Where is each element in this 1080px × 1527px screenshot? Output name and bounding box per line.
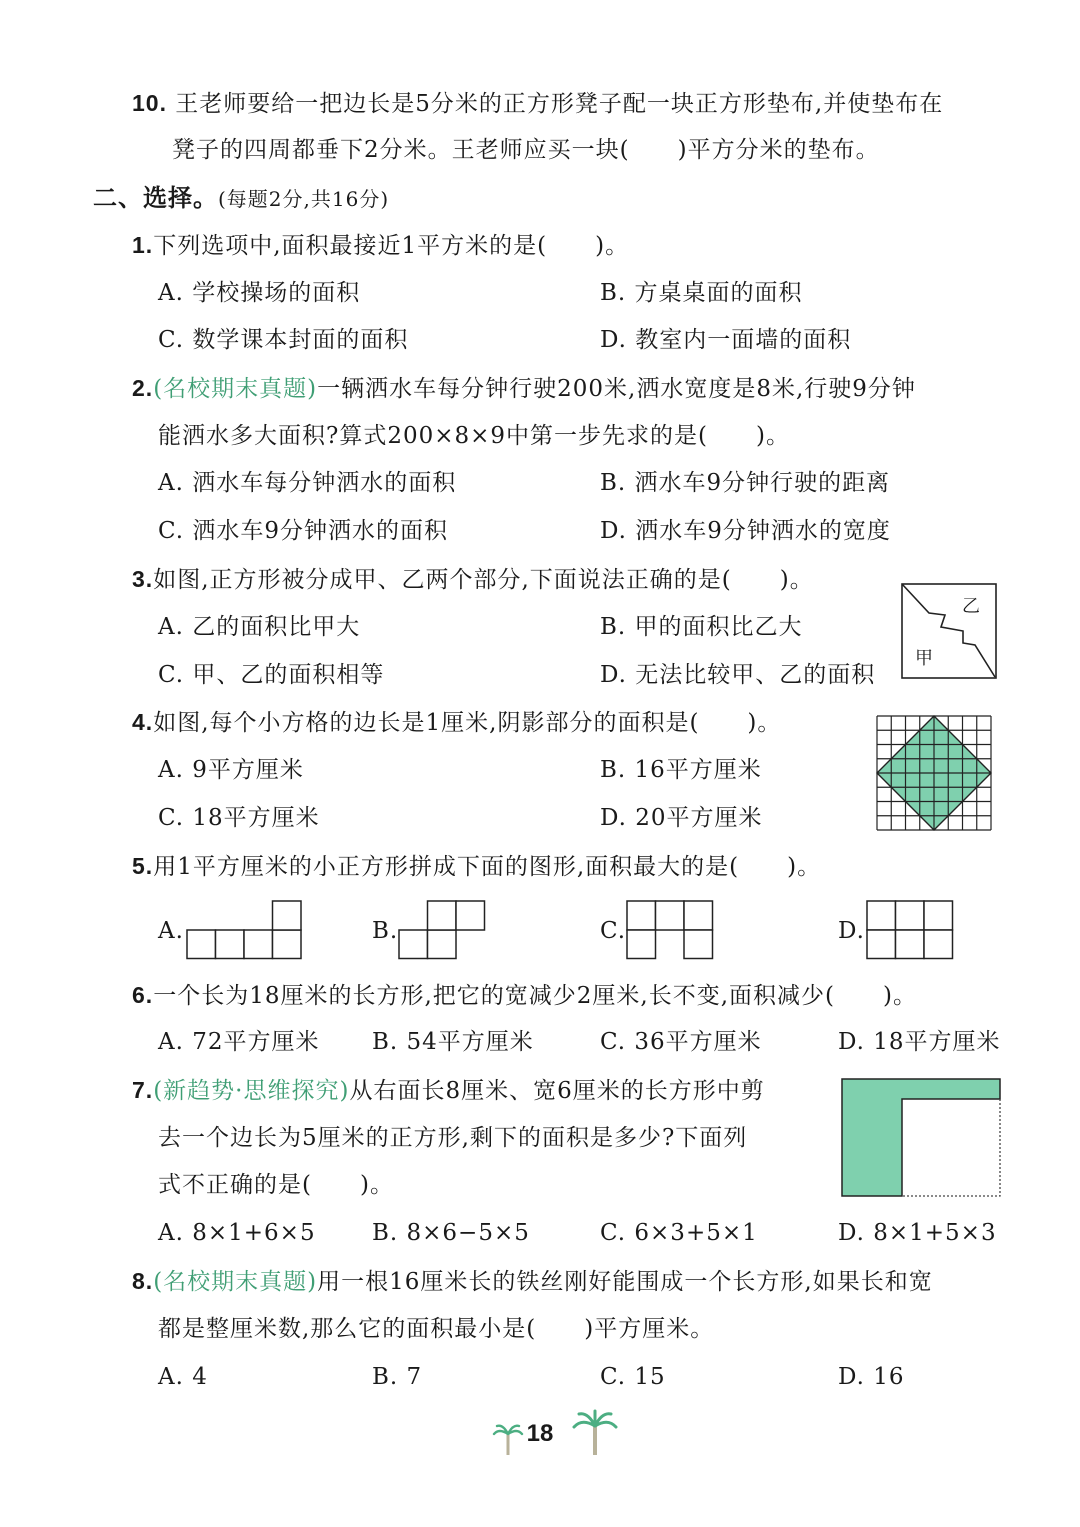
q5-option-a-shape[interactable] — [186, 900, 302, 960]
q7-stem-line2: 去一个边长为5厘米的正方形,剩下的面积是多少?下面列 — [158, 1125, 748, 1151]
q7-figure-cut-rectangle — [841, 1078, 1001, 1198]
q2-stem-line1 — [132, 373, 916, 404]
q2-tag: (名校期末真题) — [153, 376, 318, 402]
q1-stem — [132, 230, 629, 261]
q4-option-d[interactable]: D. 20平方厘米 — [600, 805, 763, 831]
q5-option-c-shape[interactable] — [626, 900, 716, 960]
q7-option-a[interactable]: A. 8×1+6×5 — [158, 1220, 316, 1246]
q2-number: 2. — [132, 375, 154, 401]
q4-option-a[interactable]: A. 9平方厘米 — [158, 757, 304, 783]
section2-title: 二、选择。 — [93, 183, 218, 212]
q8-option-a[interactable]: A. 4 — [158, 1364, 208, 1390]
q8-option-d[interactable]: D. 16 — [838, 1364, 905, 1390]
q1-option-a[interactable]: A. 学校操场的面积 — [158, 280, 361, 306]
q10-line2: 凳子的四周都垂下2分米。王老师应买一块( )平方分米的垫布。 — [172, 137, 880, 163]
section2-heading — [93, 183, 389, 214]
section2-note: (每题2分,共16分) — [218, 187, 390, 211]
q6-stem — [132, 980, 917, 1011]
q8-option-b[interactable]: B. 7 — [372, 1364, 423, 1390]
q2-option-d[interactable]: D. 洒水车9分钟洒水的宽度 — [600, 518, 891, 544]
q10-line1 — [132, 88, 943, 119]
q3-label-yi: 乙 — [962, 596, 981, 617]
q1-option-c[interactable]: C. 数学课本封面的面积 — [158, 327, 409, 353]
q8-tag: (名校期末真题) — [153, 1269, 318, 1295]
q1-option-d[interactable]: D. 教室内一面墙的面积 — [600, 327, 852, 353]
q7-stem-line3: 式不正确的是( )。 — [158, 1172, 394, 1198]
q4-stem — [132, 707, 781, 738]
q5-option-b-shape[interactable] — [398, 900, 488, 960]
q6-option-b[interactable]: B. 54平方厘米 — [372, 1029, 534, 1055]
q5-text: 用1平方厘米的小正方形拼成下面的图形,面积最大的是( )。 — [153, 854, 822, 880]
q7-option-c[interactable]: C. 6×3+5×1 — [600, 1220, 758, 1246]
q3-label-jia: 甲 — [915, 648, 934, 669]
q3-option-a[interactable]: A. 乙的面积比甲大 — [158, 614, 361, 640]
q7-number: 7. — [132, 1077, 154, 1103]
q3-option-c[interactable]: C. 甲、乙的面积相等 — [158, 662, 385, 688]
q8-stem-line2: 都是整厘米数,那么它的面积最小是( )平方厘米。 — [158, 1316, 715, 1342]
q2-option-b[interactable]: B. 洒水车9分钟行驶的距离 — [600, 470, 891, 496]
q3-option-d[interactable]: D. 无法比较甲、乙的面积 — [600, 662, 876, 688]
q5-number: 5. — [132, 853, 154, 879]
q8-stem-line1 — [132, 1266, 933, 1297]
q6-number: 6. — [132, 982, 154, 1008]
q7-stem-line1 — [132, 1075, 765, 1106]
q10-text1: 王老师要给一把边长是5分米的正方形凳子配一块正方形垫布,并使垫布在 — [175, 91, 944, 117]
q7-tag: (新趋势·思维探究) — [153, 1078, 350, 1104]
q7-option-b[interactable]: B. 8×6−5×5 — [372, 1220, 530, 1246]
q2-stem-line2: 能洒水多大面积?算式200×8×9中第一步先求的是( )。 — [158, 423, 790, 449]
palm-tree-icon-right — [572, 1410, 618, 1456]
q2-option-a[interactable]: A. 洒水车每分钟洒水的面积 — [158, 470, 457, 496]
q3-stem — [132, 564, 814, 595]
q5-option-a-label[interactable]: A. — [158, 918, 184, 944]
q4-text: 如图,每个小方格的边长是1厘米,阴影部分的面积是( )。 — [153, 710, 782, 736]
q5-option-d-shape[interactable] — [866, 900, 956, 960]
q2-text1: 一辆洒水车每分钟行驶200米,洒水宽度是8米,行驶9分钟 — [317, 376, 916, 402]
q1-option-b[interactable]: B. 方桌桌面的面积 — [600, 280, 803, 306]
q6-option-a[interactable]: A. 72平方厘米 — [158, 1029, 320, 1055]
q5-stem — [132, 851, 821, 882]
q3-number: 3. — [132, 566, 154, 592]
q2-option-c[interactable]: C. 洒水车9分钟洒水的面积 — [158, 518, 449, 544]
q4-number: 4. — [132, 709, 154, 735]
page-number-wrap — [0, 1420, 1080, 1448]
q8-text1: 用一根16厘米长的铁丝刚好能围成一个长方形,如果长和宽 — [317, 1269, 933, 1295]
q1-number: 1. — [132, 232, 154, 258]
q5-option-d-label[interactable]: D. — [838, 918, 865, 944]
q5-option-c-label[interactable]: C. — [600, 918, 627, 944]
q6-text: 一个长为18厘米的长方形,把它的宽减少2厘米,长不变,面积减少( )。 — [153, 983, 917, 1009]
q10-number: 10. — [132, 90, 167, 116]
q8-number: 8. — [132, 1268, 154, 1294]
q7-text1: 从右面长8厘米、宽6厘米的长方形中剪 — [349, 1078, 765, 1104]
q3-text: 如图,正方形被分成甲、乙两个部分,下面说法正确的是( )。 — [153, 567, 814, 593]
q6-option-c[interactable]: C. 36平方厘米 — [600, 1029, 762, 1055]
q1-text: 下列选项中,面积最接近1平方米的是( )。 — [153, 233, 630, 259]
q7-option-d[interactable]: D. 8×1+5×3 — [838, 1220, 997, 1246]
q4-figure-grid-diamond — [876, 715, 992, 831]
q3-option-b[interactable]: B. 甲的面积比乙大 — [600, 614, 803, 640]
q4-option-b[interactable]: B. 16平方厘米 — [600, 757, 762, 783]
q8-option-c[interactable]: C. 15 — [600, 1364, 666, 1390]
q5-option-b-label[interactable]: B. — [372, 918, 399, 944]
page-number: 18 — [526, 1420, 554, 1447]
q6-option-d[interactable]: D. 18平方厘米 — [838, 1029, 1001, 1055]
q4-option-c[interactable]: C. 18平方厘米 — [158, 805, 320, 831]
